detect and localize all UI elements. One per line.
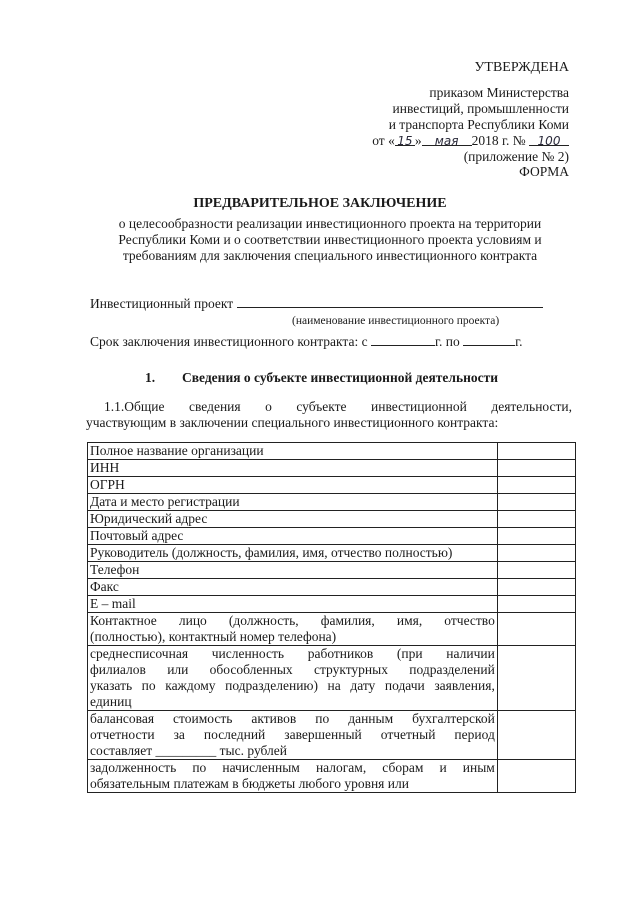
table-row-label [88,460,498,477]
term-from-field[interactable] [371,333,435,346]
table-row [88,760,576,793]
table-row-label [88,494,498,511]
table-row-label-line: обязательным платежам в бюджеты любого уровня или [90,776,409,791]
table-row-label-line: отчетности за последний завершенный отчетный период [90,727,495,742]
table-row-value[interactable] [497,528,575,545]
project-caption: (наименование инвестиционного проекта) [292,315,500,327]
table-row-label-line: единиц [90,694,132,709]
table-row [88,494,576,511]
date-day: 15 [397,134,413,148]
table-row-label-line: Юридический адрес [90,511,208,526]
table-row [88,646,576,711]
date-suffix: 2018 г. № [471,133,526,148]
table-row [88,613,576,646]
table-row [88,711,576,760]
term-to-field[interactable] [463,333,515,346]
date-mid: » [414,133,422,148]
table-row-label-line: Почтовый адрес [90,528,184,543]
table-row-value[interactable] [497,511,575,528]
table-row-label-line: задолженность по начисленным налогам, сборам и иным [90,760,495,775]
table-row-label-line: филиалов или обособленных структурных подразделений [90,662,495,677]
date-prefix: от « [372,133,395,148]
table-row-label-line: Полное название организации [90,443,264,458]
order-line-3: и транспорта Республики Коми [388,117,569,132]
table-row-label-line: Дата и место регистрации [90,494,240,509]
title-sub-1: о целесообразности реализации инвестиционного проекта на территории [118,216,542,231]
organization-info-table [87,442,576,793]
term-label: Срок заключения инвестиционного контракта: с [90,334,368,349]
title-sub-3: требованиям для заключения специального инвестиционного контракта [122,248,538,263]
table-row-label [88,443,498,460]
table-row-label [88,613,498,646]
table-row-label [88,477,498,494]
table-row-label [88,579,498,596]
table-row-label-line: среднесписочная численность работников (при наличии [90,646,495,661]
approved-label: УТВЕРЖДЕНА [474,60,569,75]
document-title: ПРЕДВАРИТЕЛЬНОЕ ЗАКЛЮЧЕНИЕ [193,196,447,211]
table-row-label [88,562,498,579]
table-row-label [88,596,498,613]
table-row-label-line: Телефон [90,562,140,577]
table-row-label-line: указать по каждому подразделению) на дату подачи заявления, [90,678,495,693]
table-row [88,511,576,528]
table-row-label-line: E – mail [90,596,136,611]
table-row [88,596,576,613]
section-1-number: 1. [145,370,156,385]
table-row [88,545,576,562]
term-end: г. [515,334,523,349]
table-row-label-line: составляет _________ тыс. рублей [90,743,288,758]
table-row [88,443,576,460]
table-row-value[interactable] [497,443,575,460]
table-row-value[interactable] [497,646,575,711]
table-row-label-line: (полностью), контактный номер телефона) [90,629,337,644]
order-line-1: приказом Министерства [429,85,569,100]
table-row-label-line: Факс [90,579,119,594]
table-row-value[interactable] [497,460,575,477]
table-row-label [88,711,498,760]
section-1-intro-line-2: участвующим в заключении специального инвестиционного контракта: [86,415,499,430]
table-row-value[interactable] [497,494,575,511]
table-row-label [88,646,498,711]
title-sub-2: Республики Коми и о соответствии инвестиционного проекта условиям и [118,232,542,247]
table-row [88,562,576,579]
table-row-value[interactable] [497,579,575,596]
table-row-label-line: ОГРН [90,477,125,492]
table-row-value[interactable] [497,711,575,760]
date-month: мая [434,134,459,148]
table-row [88,579,576,596]
form-label: ФОРМА [519,164,569,179]
table-row-label-line: Контактное лицо (должность, фамилия, имя, отчество [90,613,495,628]
section-1-title: Сведения о субъекте инвестиционной деятельности [182,370,499,385]
term-line [90,333,522,350]
table-row [88,460,576,477]
order-line-2: инвестиций, промышленности [392,101,569,116]
table-row-value[interactable] [497,613,575,646]
table-row-value[interactable] [497,760,575,793]
table-row-label [88,760,498,793]
table-row-value[interactable] [497,596,575,613]
term-mid: г. по [434,334,460,349]
table-row-value[interactable] [497,562,575,579]
table-row-label [88,528,498,545]
table-row-label [88,545,498,562]
project-label: Инвестиционный проект [90,296,234,311]
table-row [88,528,576,545]
table-row-value[interactable] [497,545,575,562]
table-row-value[interactable] [497,477,575,494]
date-number: 100 [537,134,561,148]
table-row-label-line: балансовая стоимость активов по данным бухгалтерской [90,711,495,726]
project-name-field[interactable] [237,295,543,308]
section-1-intro-line-1: 1.1.Общие сведения о субъекте инвестиционной деятельности, [104,399,572,414]
table-row-label [88,511,498,528]
order-date-line [372,133,569,149]
table-row-label-line: Руководитель (должность, фамилия, имя, отчество полностью) [90,545,453,560]
table-row-label-line: ИНН [90,460,120,475]
project-line [90,295,543,312]
appendix-label: (приложение № 2) [463,149,569,164]
table-row [88,477,576,494]
